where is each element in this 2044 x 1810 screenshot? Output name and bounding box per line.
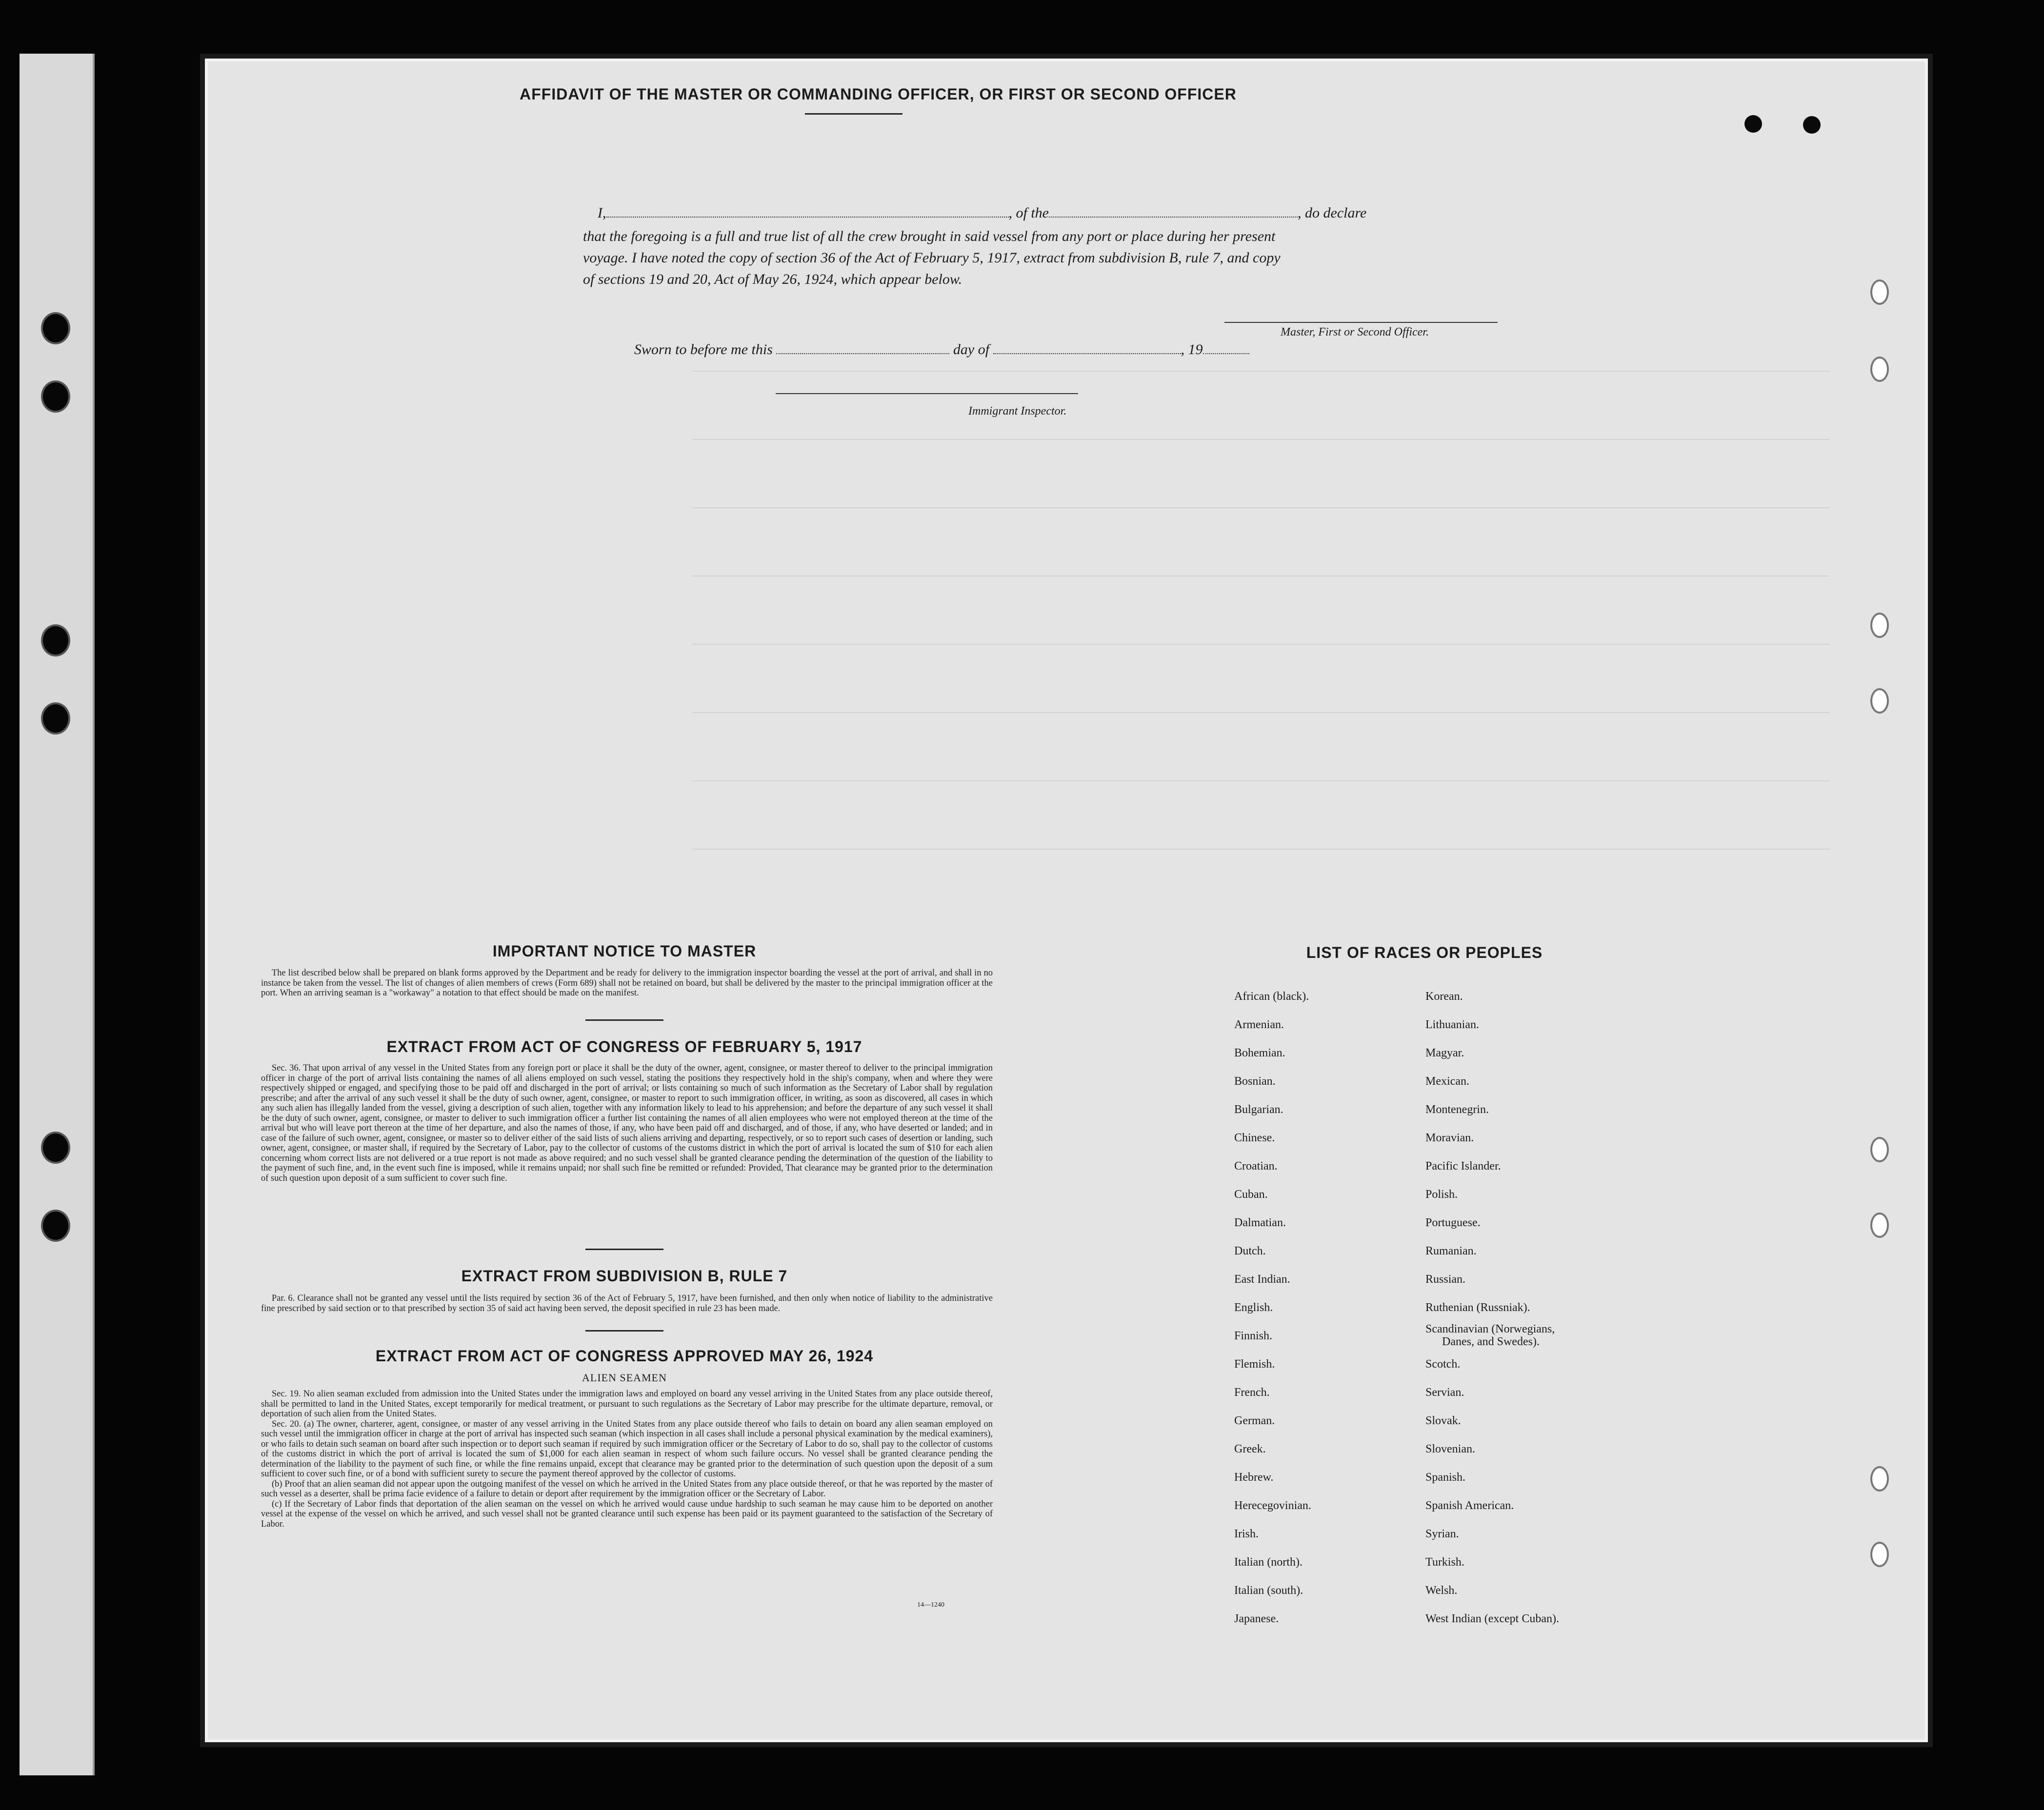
- race-item: Slovak.: [1425, 1414, 1461, 1427]
- master-signature-line[interactable]: [1224, 322, 1498, 323]
- race-item: English.: [1234, 1301, 1273, 1314]
- sec-36-paragraph: Sec. 36. That upon arrival of any vessel in the United States from any foreign port or place it shall be the duty of the owner, agent, consignee, or master thereof to deliver to the principal immigration officer in charge of the port of arrival lists containing the names of all aliens employed on such vessel, stating the positions they respectively hold in the ship's company, when and where they were respectively shipped or engaged, and specifying those to be paid off and discharged in the port of arrival; or lists containing so much of such information as the Secretary of Labor shall by regulation prescribe; and after the arrival of any such vessel it shall be the duty of such owner, agent, consignee, or master to report to such immigration officer, in writing, as soon as discovered, all cases in which any such alien has illegally landed from the vessel, giving a description of such alien, together with any information likely to lead to his apprehension; and before the departure of any such vessel it shall be the duty of such owner, agent, consignee, or master to deliver to such immigration officer a further list containing the names of all alien employees who were not employed thereon at the time of the arrival but who will leave port thereon at the time of her departure, and also the names of those, if any, who have been paid off and discharged, and of those, if any, who have deserted or landed; and in case of the failure of such owner, agent, consignee, or master so to deliver either of the said lists of such aliens arriving and departing, respectively, or so to report such cases of desertion or landing, such owner, agent, consignee, or master shall, if required by the Secretary of Labor, pay to the collector of customs of the customs district in which the port of arrival is located the sum of $10 for each alien concerning whom correct lists are not delivered or a true report is not made as above required; and no such vessel shall be granted clearance pending the determination of the question of the liability to the payment of such fine, and, in the event such fine is imposed, while it remains unpaid; nor shall such fine be remitted or refunded: Provided, That clearance may be granted prior to the determination of such question upon deposit of a sum sufficient to cover such fine.: [261, 1063, 993, 1183]
- binder-hole: [41, 1210, 70, 1242]
- race-item: Polish.: [1425, 1188, 1458, 1201]
- race-item: Spanish.: [1425, 1471, 1466, 1484]
- title-rule: [805, 113, 902, 115]
- binder-hole: [41, 380, 70, 413]
- race-item: Dutch.: [1234, 1245, 1266, 1257]
- race-item: Hebrew.: [1234, 1471, 1274, 1484]
- race-item: Spanish American.: [1425, 1499, 1514, 1512]
- page-hole: [1870, 357, 1889, 382]
- year-prefix: , 19: [1181, 341, 1203, 358]
- affidavit-line-1: [598, 205, 1366, 221]
- race-item: Mexican.: [1425, 1075, 1469, 1088]
- race-item: French.: [1234, 1386, 1270, 1399]
- binder-hole: [41, 702, 70, 735]
- sec-20c-paragraph: (c) If the Secretary of Labor finds that deportation of the alien seaman on the vessel on which he arrived would cause undue hardship to such seaman he may cause him to be deported on another vessel at the expense of the vessel on which he arrived, and such vessel shall not be granted clearance until such expense has been paid or its payment guaranteed to the satisfaction of the Secretary of Labor.: [261, 1499, 993, 1529]
- race-item: Italian (south).: [1234, 1584, 1303, 1597]
- race-item: Servian.: [1425, 1386, 1464, 1399]
- race-item-line: Scandinavian (Norwegians,: [1425, 1323, 1555, 1335]
- sworn-month-blank[interactable]: [993, 342, 1181, 354]
- race-item: West Indian (except Cuban).: [1425, 1612, 1559, 1625]
- page-hole: [1870, 1213, 1889, 1238]
- affidavit-i: I,: [598, 205, 606, 221]
- form-number: 14—1240: [917, 1601, 944, 1609]
- race-item: Korean.: [1425, 990, 1463, 1003]
- race-item: Dalmatian.: [1234, 1216, 1286, 1229]
- name-blank[interactable]: [606, 206, 1009, 218]
- inspector-caption: Immigrant Inspector.: [968, 405, 1067, 418]
- binder-hole: [41, 312, 70, 344]
- section-rule: [585, 1330, 663, 1332]
- sworn-text: Sworn to before me this: [634, 341, 773, 358]
- extract-1917-body: [261, 1063, 993, 1239]
- race-item: Montenegrin.: [1425, 1103, 1489, 1116]
- race-item: Pacific Islander.: [1425, 1160, 1501, 1173]
- section-rule: [585, 1019, 663, 1021]
- page-hole: [1870, 613, 1889, 638]
- sec-20a-paragraph: Sec. 20. (a) The owner, charterer, agent, consignee, or master of any vessel arriving in the United States from any place outside thereof who fails to detain on board any alien seaman employed on such vessel until the immigration officer in charge at the port of arrival has inspected such seaman (which inspection in all cases shall include a personal physical examination by the medical examiners), or who fails to detain such seaman on board after such inspection or to deport such seaman if required by such immigration officer or the Secretary of Labor to do so, shall pay to the collector of customs of the customs district in which the port of arrival is located the sum of $1,000 for each alien seaman in respect of whom such failure occurs. No vessel shall be granted clearance pending the determination of the liability to the payment of such fine, or while the fine remains unpaid, except that clearance may be granted prior to the determination of such question upon the deposit of a sum sufficient to cover such fine, or of a bond with sufficient surety to secure the payment thereof approved by the collector of customs.: [261, 1419, 993, 1479]
- race-item: Flemish.: [1234, 1358, 1275, 1371]
- affidavit-declare: , do declare: [1298, 205, 1367, 221]
- race-item: Lithuanian.: [1425, 1018, 1479, 1031]
- vessel-blank[interactable]: [1049, 206, 1298, 218]
- race-item: German.: [1234, 1414, 1275, 1427]
- race-item: Portuguese.: [1425, 1216, 1481, 1229]
- race-item: Armenian.: [1234, 1018, 1284, 1031]
- race-item: Slovenian.: [1425, 1443, 1475, 1455]
- extract-rule7-body: [261, 1293, 993, 1324]
- race-item: Croatian.: [1234, 1160, 1278, 1173]
- race-item: Russian.: [1425, 1273, 1466, 1286]
- race-item-line: Danes, and Swedes).: [1442, 1335, 1540, 1348]
- sec-19-paragraph: Sec. 19. No alien seaman excluded from admission into the United States under the immigration laws and employed on board any vessel arriving in the United States from any place outside thereof, shall be permitted to land in the United States, except temporarily for medical treatment, or pursuant to such regulations as the Secretary of Labor may prescribe for the ultimate departure, removal, or deportation of such alien from the United States.: [261, 1389, 993, 1419]
- affidavit-line-4: of sections 19 and 20, Act of May 26, 1924, which appear below.: [583, 271, 962, 287]
- notice-paragraph: The list described below shall be prepared on blank forms approved by the Department and be ready for delivery to the immigration inspector boarding the vessel at the port of arrival, and shall in no instance be taken from the vessel. The list of changes of alien members of crews (Form 689) shall not be retained on board, but shall be delivered by the master to the principal immigration officer at the port. When an arriving seaman is a "workaway" a notation to that effect should be made on the manifest.: [261, 968, 993, 998]
- section-rule: [585, 1249, 663, 1250]
- races-title: LIST OF RACES OR PEOPLES: [1306, 944, 1543, 961]
- race-item: Italian (north).: [1234, 1556, 1303, 1569]
- race-item: Bohemian.: [1234, 1047, 1285, 1059]
- binder-strip: [20, 54, 95, 1775]
- notice-title: IMPORTANT NOTICE TO MASTER: [492, 942, 757, 960]
- extract-1917-title: EXTRACT FROM ACT OF CONGRESS OF FEBRUARY 5, 1917: [386, 1038, 862, 1055]
- page-hole: [1870, 279, 1889, 305]
- affidavit-line-2: that the foregoing is a full and true list of all the crew brought in said vessel from any port or place during her present: [583, 228, 1276, 244]
- race-item: Greek.: [1234, 1443, 1266, 1455]
- alien-seamen-subtitle: ALIEN SEAMEN: [582, 1372, 667, 1384]
- binder-hole: [41, 624, 70, 656]
- corner-mark: [1744, 115, 1762, 133]
- race-item: Ruthenian (Russniak).: [1425, 1301, 1530, 1314]
- race-item: Finnish.: [1234, 1330, 1273, 1342]
- race-item: Scotch.: [1425, 1358, 1461, 1371]
- page-hole: [1870, 688, 1889, 714]
- inspector-signature-line[interactable]: [776, 393, 1078, 394]
- sec-20b-paragraph: (b) Proof that an alien seaman did not appear upon the outgoing manifest of the vessel on which he arrived in the United States from any place outside thereof, or that he was reported by the master of such vessel as a deserter, shall be prima facie evidence of a failure to detain or deport after requirement by the immigration officer or the Secretary of Labor.: [261, 1479, 993, 1499]
- sworn-day-blank[interactable]: [776, 342, 949, 354]
- extract-1924-body: [261, 1389, 993, 1594]
- race-item: [1425, 1323, 1601, 1348]
- race-item: Moravian.: [1425, 1132, 1474, 1144]
- race-item: Chinese.: [1234, 1132, 1275, 1144]
- corner-mark: [1803, 116, 1821, 134]
- affidavit-of-the: , of the: [1008, 205, 1049, 221]
- race-item: Turkish.: [1425, 1556, 1464, 1569]
- sworn-year-blank[interactable]: [1203, 342, 1249, 354]
- race-item: Magyar.: [1425, 1047, 1464, 1059]
- sworn-line: [634, 341, 1249, 358]
- notice-body: [261, 968, 993, 1007]
- affidavit-line-3: voyage. I have noted the copy of section 36 of the Act of February 5, 1917, extract from subdivision B, rule 7, and copy: [583, 250, 1281, 266]
- page-hole: [1870, 1542, 1889, 1567]
- race-item: Bosnian.: [1234, 1075, 1276, 1088]
- race-item: Syrian.: [1425, 1528, 1459, 1540]
- race-item: Cuban.: [1234, 1188, 1268, 1201]
- binder-hole: [41, 1132, 70, 1164]
- race-item: Herecegovinian.: [1234, 1499, 1311, 1512]
- race-item: Rumanian.: [1425, 1245, 1477, 1257]
- master-caption: Master, First or Second Officer.: [1281, 326, 1429, 338]
- affidavit-title: AFFIDAVIT OF THE MASTER OR COMMANDING OFFICER, OR FIRST OR SECOND OFFICER: [520, 85, 1237, 103]
- race-item: Bulgarian.: [1234, 1103, 1283, 1116]
- race-item: Welsh.: [1425, 1584, 1458, 1597]
- par-6-paragraph: Par. 6. Clearance shall not be granted any vessel until the lists required by section 36 of the Act of February 5, 1917, have been furnished, and then only when notice of liability to the administrative fine prescribed by said section or to that prescribed by section 35 of said act having been served, the deposit specified in rule 23 has been made.: [261, 1293, 993, 1313]
- page-hole: [1870, 1137, 1889, 1162]
- race-item: African (black).: [1234, 990, 1309, 1003]
- day-of-text: day of: [953, 341, 990, 358]
- race-item: East Indian.: [1234, 1273, 1290, 1286]
- page-hole: [1870, 1466, 1889, 1492]
- race-item: Japanese.: [1234, 1612, 1279, 1625]
- extract-1924-title: EXTRACT FROM ACT OF CONGRESS APPROVED MAY 26, 1924: [375, 1347, 874, 1365]
- race-item: Irish.: [1234, 1528, 1259, 1540]
- extract-rule7-title: EXTRACT FROM SUBDIVISION B, RULE 7: [461, 1267, 788, 1285]
